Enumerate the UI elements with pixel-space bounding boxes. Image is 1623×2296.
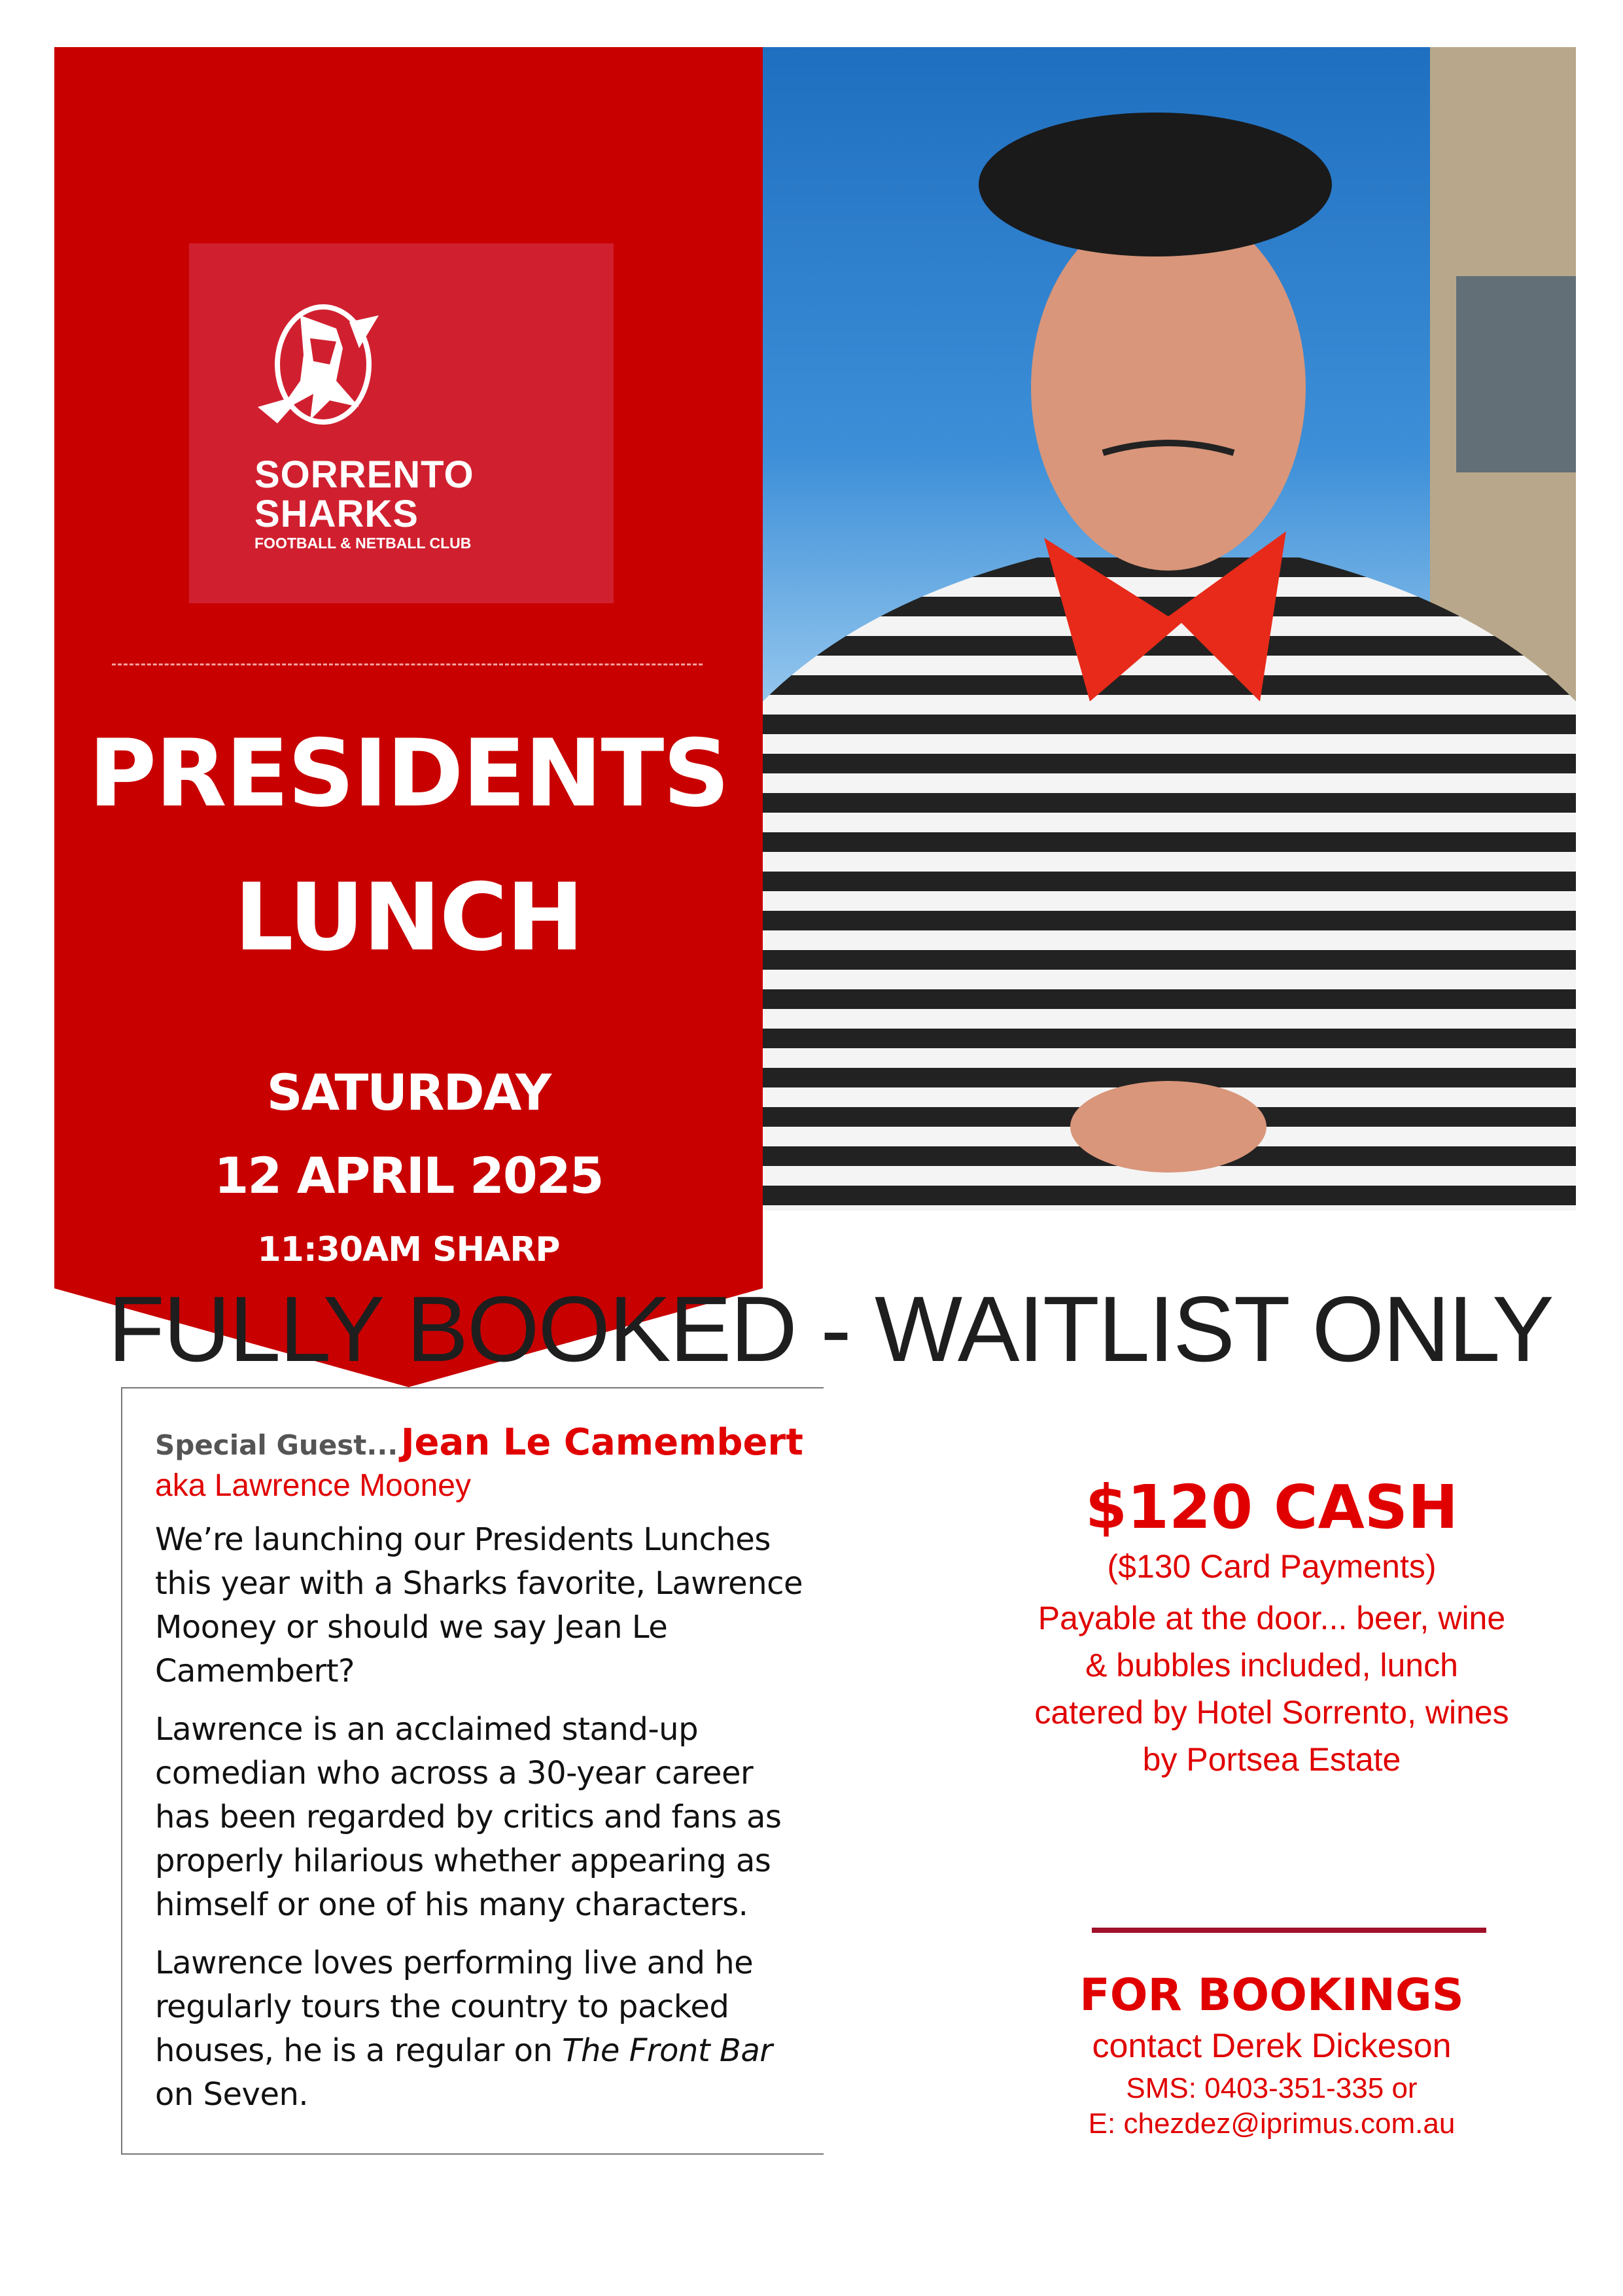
pricing-section bbox=[1026, 1472, 1517, 1783]
event-title-line1: PRESIDENTS bbox=[88, 720, 729, 828]
bookings-title: FOR BOOKINGS bbox=[1079, 1969, 1464, 2021]
dashed-divider bbox=[112, 663, 703, 665]
logo-subtitle: FOOTBALL & NETBALL CLUB bbox=[254, 535, 472, 552]
special-guest-label: Special Guest... bbox=[155, 1429, 398, 1461]
bookings-email[interactable]: E: chezdez@iprimus.com.au bbox=[1088, 2108, 1456, 2140]
para3-text-end: on Seven. bbox=[155, 2076, 309, 2113]
guest-aka: aka Lawrence Mooney bbox=[155, 1468, 471, 1503]
logo-name-line2: SHARKS bbox=[254, 493, 419, 535]
pricing-details: Payable at the door... beer, wine & bubbles included, lunch catered by Hotel Sorrento, wines by Portsea Estate bbox=[1034, 1600, 1509, 1778]
logo-name-line1: SORRENTO bbox=[254, 453, 474, 496]
bookings-contact: contact Derek Dickeson bbox=[1092, 2027, 1452, 2065]
club-logo bbox=[189, 243, 614, 603]
event-day: SATURDAY bbox=[266, 1063, 551, 1122]
event-time: 11:30AM SHARP bbox=[257, 1230, 560, 1269]
guest-name: Jean Le Camembert bbox=[400, 1421, 803, 1464]
guest-paragraph bbox=[155, 1941, 809, 2117]
para3-text: Lawrence loves performing live and he regularly tours the country to packed houses, he is a regular on bbox=[155, 1945, 754, 2069]
divider-rule bbox=[1092, 1928, 1486, 1933]
guest-info-box bbox=[121, 1387, 824, 2155]
guest-paragraph: Lawrence is an acclaimed stand-up comedian who across a 30-year career has been regarded by critics and fans as properly hilarious whether appearing as himself or one of his many characters. bbox=[155, 1711, 782, 1923]
event-title-line2: LUNCH bbox=[234, 864, 583, 972]
fully-booked-banner: FULLY BOOKED - WAITLIST ONLY bbox=[108, 1277, 1553, 1381]
event-date: 12 APRIL 2025 bbox=[214, 1146, 603, 1205]
bookings-sms: SMS: 0403-351-335 or bbox=[1126, 2072, 1418, 2104]
show-name: The Front Bar bbox=[562, 2032, 773, 2069]
cash-price: $120 CASH bbox=[1085, 1472, 1459, 1542]
shark-logo-icon bbox=[238, 302, 408, 433]
card-price: ($130 Card Payments) bbox=[1107, 1548, 1437, 1585]
bookings-section bbox=[1026, 1969, 1517, 2140]
guest-paragraph: We’re launching our Presidents Lunches this year with a Sharks favorite, Lawrence Mooney or should we say Jean Le Camembert? bbox=[155, 1521, 803, 1689]
guest-photo bbox=[763, 47, 1576, 1210]
